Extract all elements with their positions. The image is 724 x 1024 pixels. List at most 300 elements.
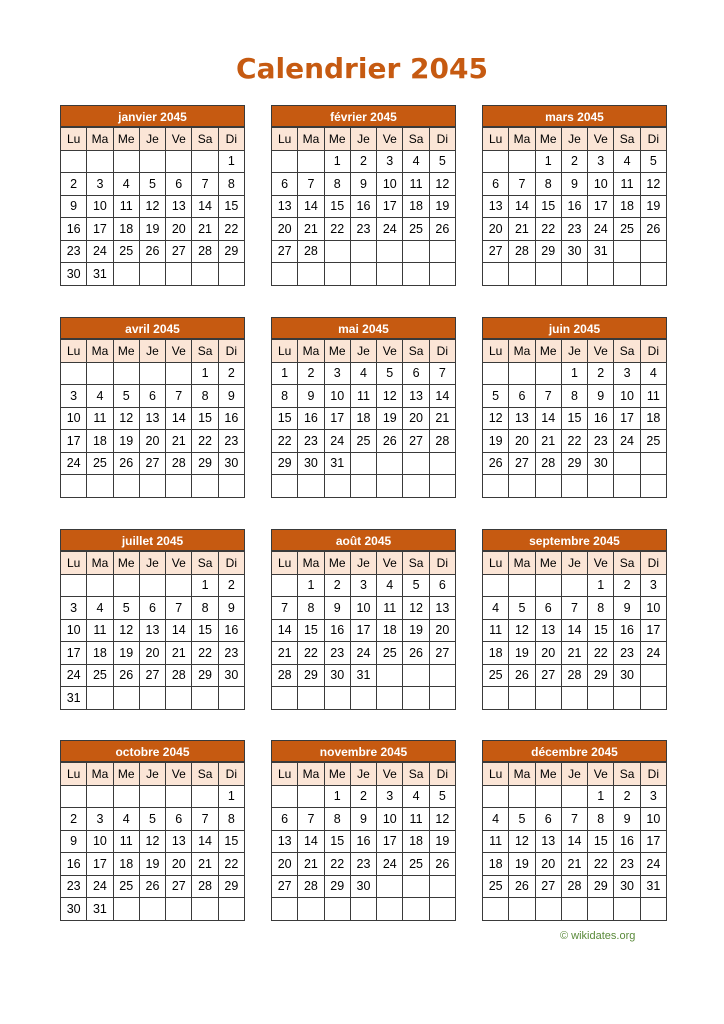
- day-cell: 2: [324, 574, 350, 597]
- month-title: mars 2045: [482, 105, 667, 127]
- day-cell: [483, 475, 509, 498]
- day-cell: [377, 240, 403, 263]
- week-row: [272, 664, 456, 687]
- day-cell: [166, 574, 192, 597]
- day-cell: 21: [535, 430, 561, 453]
- weekday-header-row: [483, 552, 667, 575]
- month-block: [271, 317, 456, 498]
- footer-credit: [560, 930, 635, 942]
- day-cell: [272, 687, 298, 710]
- day-cell: 28: [192, 875, 218, 898]
- day-cell: 20: [535, 642, 561, 665]
- week-row: [61, 430, 245, 453]
- day-cell: 30: [350, 875, 376, 898]
- day-cell: [350, 240, 376, 263]
- month-block: [482, 317, 667, 498]
- day-cell: 4: [113, 173, 139, 196]
- day-cell: [614, 475, 640, 498]
- day-cell: 6: [429, 574, 455, 597]
- day-cell: 16: [61, 853, 87, 876]
- day-cell: [377, 452, 403, 475]
- week-row: [272, 150, 456, 173]
- month-title: février 2045: [271, 105, 456, 127]
- weekday-label: Di: [218, 128, 244, 151]
- day-cell: 30: [614, 664, 640, 687]
- day-cell: 19: [509, 853, 535, 876]
- day-cell: [87, 150, 113, 173]
- week-row: [61, 452, 245, 475]
- day-cell: [588, 263, 614, 286]
- day-cell: 13: [166, 195, 192, 218]
- week-row: [483, 263, 667, 286]
- week-row: [483, 475, 667, 498]
- day-cell: 19: [429, 195, 455, 218]
- weekday-label: Ma: [87, 763, 113, 786]
- day-cell: [509, 362, 535, 385]
- day-cell: 23: [61, 240, 87, 263]
- day-cell: [298, 150, 324, 173]
- day-cell: 31: [61, 687, 87, 710]
- day-cell: [429, 452, 455, 475]
- month-table: [482, 127, 667, 286]
- day-cell: [640, 664, 666, 687]
- day-cell: 14: [509, 195, 535, 218]
- day-cell: 11: [87, 407, 113, 430]
- day-cell: [614, 240, 640, 263]
- day-cell: [324, 898, 350, 921]
- weekday-label: Me: [324, 128, 350, 151]
- day-cell: [113, 898, 139, 921]
- day-cell: [377, 263, 403, 286]
- day-cell: 15: [298, 619, 324, 642]
- day-cell: [350, 452, 376, 475]
- day-cell: 9: [350, 173, 376, 196]
- weekday-header-row: [272, 340, 456, 363]
- week-row: [272, 619, 456, 642]
- weekday-label: Me: [324, 552, 350, 575]
- day-cell: 28: [535, 452, 561, 475]
- day-cell: 24: [640, 642, 666, 665]
- day-cell: 25: [87, 452, 113, 475]
- day-cell: 4: [87, 385, 113, 408]
- day-cell: 15: [272, 407, 298, 430]
- day-cell: 6: [139, 385, 165, 408]
- day-cell: 27: [535, 875, 561, 898]
- day-cell: 2: [218, 362, 244, 385]
- day-cell: 24: [377, 218, 403, 241]
- day-cell: 19: [377, 407, 403, 430]
- day-cell: 25: [483, 664, 509, 687]
- day-cell: 14: [561, 619, 587, 642]
- month-title: juin 2045: [482, 317, 667, 339]
- day-cell: 17: [350, 619, 376, 642]
- day-cell: 20: [535, 853, 561, 876]
- weekday-header-row: [61, 340, 245, 363]
- day-cell: [113, 150, 139, 173]
- day-cell: 17: [61, 642, 87, 665]
- day-cell: [350, 475, 376, 498]
- day-cell: 10: [61, 619, 87, 642]
- day-cell: 6: [166, 808, 192, 831]
- day-cell: [139, 785, 165, 808]
- day-cell: 2: [218, 574, 244, 597]
- day-cell: 10: [350, 597, 376, 620]
- month-table: [271, 762, 456, 921]
- day-cell: 29: [192, 452, 218, 475]
- day-cell: 26: [429, 853, 455, 876]
- day-cell: 1: [588, 785, 614, 808]
- day-cell: 1: [324, 150, 350, 173]
- weekday-label: Je: [139, 128, 165, 151]
- week-row: [483, 452, 667, 475]
- day-cell: 13: [139, 619, 165, 642]
- day-cell: [113, 263, 139, 286]
- day-cell: [561, 263, 587, 286]
- week-row: [61, 574, 245, 597]
- day-cell: 21: [298, 853, 324, 876]
- day-cell: 26: [113, 664, 139, 687]
- day-cell: [640, 475, 666, 498]
- day-cell: [429, 875, 455, 898]
- day-cell: 5: [509, 808, 535, 831]
- day-cell: 2: [61, 808, 87, 831]
- day-cell: 7: [192, 173, 218, 196]
- week-row: [61, 830, 245, 853]
- weekday-label: Sa: [192, 128, 218, 151]
- day-cell: [139, 475, 165, 498]
- day-cell: 12: [139, 830, 165, 853]
- day-cell: 27: [166, 875, 192, 898]
- day-cell: [87, 785, 113, 808]
- day-cell: [139, 263, 165, 286]
- day-cell: [166, 150, 192, 173]
- weekday-label: Di: [429, 128, 455, 151]
- month-title: avril 2045: [60, 317, 245, 339]
- week-row: [272, 475, 456, 498]
- day-cell: 9: [588, 385, 614, 408]
- day-cell: 26: [403, 642, 429, 665]
- day-cell: 14: [166, 619, 192, 642]
- day-cell: [403, 875, 429, 898]
- day-cell: 21: [561, 642, 587, 665]
- day-cell: 27: [272, 875, 298, 898]
- day-cell: 24: [87, 875, 113, 898]
- day-cell: 28: [298, 240, 324, 263]
- day-cell: 4: [113, 808, 139, 831]
- month-table: [271, 339, 456, 498]
- day-cell: 7: [535, 385, 561, 408]
- week-row: [61, 195, 245, 218]
- day-cell: 1: [218, 150, 244, 173]
- day-cell: 17: [640, 619, 666, 642]
- day-cell: [298, 785, 324, 808]
- day-cell: 3: [350, 574, 376, 597]
- week-row: [483, 853, 667, 876]
- day-cell: 10: [640, 597, 666, 620]
- day-cell: 7: [561, 808, 587, 831]
- day-cell: 20: [166, 218, 192, 241]
- day-cell: 29: [272, 452, 298, 475]
- week-row: [61, 875, 245, 898]
- weekday-label: Je: [561, 340, 587, 363]
- day-cell: 23: [218, 430, 244, 453]
- day-cell: [87, 362, 113, 385]
- day-cell: [166, 687, 192, 710]
- day-cell: 8: [298, 597, 324, 620]
- day-cell: 20: [139, 430, 165, 453]
- day-cell: 29: [192, 664, 218, 687]
- weekday-label: Di: [640, 128, 666, 151]
- weekday-label: Ma: [87, 340, 113, 363]
- day-cell: [561, 785, 587, 808]
- week-row: [483, 687, 667, 710]
- weekday-label: Ve: [377, 552, 403, 575]
- day-cell: [640, 898, 666, 921]
- day-cell: 22: [298, 642, 324, 665]
- day-cell: 11: [350, 385, 376, 408]
- weekday-label: Lu: [483, 763, 509, 786]
- day-cell: [403, 240, 429, 263]
- day-cell: 20: [403, 407, 429, 430]
- day-cell: 21: [166, 430, 192, 453]
- day-cell: 17: [87, 853, 113, 876]
- day-cell: [166, 898, 192, 921]
- month-title: octobre 2045: [60, 740, 245, 762]
- day-cell: 19: [139, 218, 165, 241]
- day-cell: 17: [87, 218, 113, 241]
- weekday-label: Ve: [377, 763, 403, 786]
- day-cell: 20: [272, 853, 298, 876]
- weekday-label: Lu: [272, 552, 298, 575]
- weekday-label: Lu: [61, 763, 87, 786]
- week-row: [483, 830, 667, 853]
- day-cell: 15: [324, 830, 350, 853]
- day-cell: [561, 898, 587, 921]
- day-cell: 27: [139, 664, 165, 687]
- week-row: [61, 362, 245, 385]
- day-cell: [218, 475, 244, 498]
- weekday-label: Ve: [166, 340, 192, 363]
- week-row: [272, 218, 456, 241]
- day-cell: 23: [61, 875, 87, 898]
- weekday-label: Sa: [614, 128, 640, 151]
- weekday-label: Je: [561, 763, 587, 786]
- day-cell: 13: [483, 195, 509, 218]
- day-cell: 20: [509, 430, 535, 453]
- day-cell: 13: [272, 830, 298, 853]
- day-cell: 4: [640, 362, 666, 385]
- day-cell: 18: [87, 430, 113, 453]
- day-cell: 29: [535, 240, 561, 263]
- day-cell: 3: [87, 173, 113, 196]
- weekday-label: Ma: [509, 340, 535, 363]
- weekday-label: Lu: [272, 128, 298, 151]
- week-row: [272, 687, 456, 710]
- weekday-label: Me: [535, 763, 561, 786]
- day-cell: 24: [640, 853, 666, 876]
- day-cell: 24: [614, 430, 640, 453]
- day-cell: [139, 687, 165, 710]
- month-title: janvier 2045: [60, 105, 245, 127]
- day-cell: 30: [218, 664, 244, 687]
- weekday-label: Me: [113, 340, 139, 363]
- day-cell: [377, 898, 403, 921]
- day-cell: [272, 898, 298, 921]
- day-cell: [139, 898, 165, 921]
- day-cell: 18: [350, 407, 376, 430]
- day-cell: 12: [640, 173, 666, 196]
- day-cell: [640, 263, 666, 286]
- week-row: [483, 898, 667, 921]
- day-cell: 6: [272, 808, 298, 831]
- day-cell: [429, 687, 455, 710]
- day-cell: 22: [192, 642, 218, 665]
- day-cell: 13: [535, 830, 561, 853]
- day-cell: 23: [614, 642, 640, 665]
- weekday-label: Sa: [614, 340, 640, 363]
- day-cell: [403, 452, 429, 475]
- day-cell: [139, 574, 165, 597]
- day-cell: 14: [298, 195, 324, 218]
- day-cell: 16: [298, 407, 324, 430]
- day-cell: 23: [614, 853, 640, 876]
- week-row: [272, 430, 456, 453]
- day-cell: [561, 574, 587, 597]
- day-cell: 18: [640, 407, 666, 430]
- weekday-label: Di: [429, 763, 455, 786]
- weekday-header-row: [61, 552, 245, 575]
- day-cell: 7: [509, 173, 535, 196]
- day-cell: [614, 687, 640, 710]
- month-title: décembre 2045: [482, 740, 667, 762]
- day-cell: 12: [113, 619, 139, 642]
- weekday-label: Me: [113, 128, 139, 151]
- week-row: [483, 385, 667, 408]
- day-cell: 25: [87, 664, 113, 687]
- weekday-label: Lu: [483, 552, 509, 575]
- day-cell: 10: [588, 173, 614, 196]
- day-cell: [535, 687, 561, 710]
- day-cell: 3: [61, 597, 87, 620]
- day-cell: 1: [298, 574, 324, 597]
- month-title: septembre 2045: [482, 529, 667, 551]
- week-row: [272, 853, 456, 876]
- weekday-label: Je: [350, 763, 376, 786]
- day-cell: 22: [535, 218, 561, 241]
- day-cell: 17: [614, 407, 640, 430]
- week-row: [61, 785, 245, 808]
- week-row: [272, 263, 456, 286]
- day-cell: 22: [588, 853, 614, 876]
- weekday-label: Me: [535, 340, 561, 363]
- day-cell: 4: [350, 362, 376, 385]
- copyright-icon: ©: [560, 930, 569, 942]
- weekday-label: Je: [350, 340, 376, 363]
- day-cell: 5: [403, 574, 429, 597]
- day-cell: [61, 574, 87, 597]
- day-cell: 20: [166, 853, 192, 876]
- week-row: [272, 597, 456, 620]
- day-cell: 15: [192, 619, 218, 642]
- weekday-label: Lu: [61, 552, 87, 575]
- month-block: [60, 317, 245, 498]
- day-cell: 5: [113, 597, 139, 620]
- day-cell: 4: [483, 808, 509, 831]
- day-cell: 24: [61, 452, 87, 475]
- day-cell: [429, 664, 455, 687]
- weekday-label: Di: [640, 552, 666, 575]
- weekday-label: Je: [139, 340, 165, 363]
- day-cell: 28: [272, 664, 298, 687]
- day-cell: [483, 150, 509, 173]
- day-cell: 27: [272, 240, 298, 263]
- weekday-header-row: [61, 763, 245, 786]
- day-cell: [272, 475, 298, 498]
- day-cell: 9: [324, 597, 350, 620]
- day-cell: 6: [403, 362, 429, 385]
- day-cell: [509, 150, 535, 173]
- week-row: [272, 808, 456, 831]
- day-cell: 24: [61, 664, 87, 687]
- day-cell: 11: [113, 195, 139, 218]
- week-row: [483, 240, 667, 263]
- weekday-label: Ma: [87, 128, 113, 151]
- week-row: [61, 898, 245, 921]
- weekday-label: Lu: [483, 128, 509, 151]
- day-cell: 12: [403, 597, 429, 620]
- weekday-label: Ve: [166, 552, 192, 575]
- day-cell: [614, 452, 640, 475]
- week-row: [483, 785, 667, 808]
- month-block: [482, 105, 667, 286]
- day-cell: 28: [192, 240, 218, 263]
- day-cell: 2: [298, 362, 324, 385]
- day-cell: 15: [588, 619, 614, 642]
- day-cell: 29: [588, 875, 614, 898]
- day-cell: [192, 150, 218, 173]
- day-cell: 13: [509, 407, 535, 430]
- day-cell: 8: [324, 808, 350, 831]
- day-cell: 9: [61, 830, 87, 853]
- day-cell: [166, 475, 192, 498]
- day-cell: 24: [87, 240, 113, 263]
- day-cell: [272, 574, 298, 597]
- day-cell: [535, 898, 561, 921]
- week-row: [272, 574, 456, 597]
- day-cell: [483, 362, 509, 385]
- day-cell: 26: [113, 452, 139, 475]
- day-cell: [509, 785, 535, 808]
- day-cell: 15: [561, 407, 587, 430]
- day-cell: 6: [166, 173, 192, 196]
- week-row: [61, 407, 245, 430]
- day-cell: [429, 240, 455, 263]
- day-cell: 10: [377, 173, 403, 196]
- day-cell: 6: [139, 597, 165, 620]
- week-row: [61, 687, 245, 710]
- weekday-label: Sa: [403, 552, 429, 575]
- weekday-label: Di: [218, 763, 244, 786]
- weekday-label: Me: [535, 128, 561, 151]
- footer-link[interactable]: wikidates.org: [571, 930, 636, 942]
- day-cell: 18: [614, 195, 640, 218]
- day-cell: 15: [218, 195, 244, 218]
- day-cell: 21: [561, 853, 587, 876]
- day-cell: [166, 785, 192, 808]
- week-row: [272, 385, 456, 408]
- day-cell: 9: [218, 597, 244, 620]
- weekday-label: Sa: [403, 128, 429, 151]
